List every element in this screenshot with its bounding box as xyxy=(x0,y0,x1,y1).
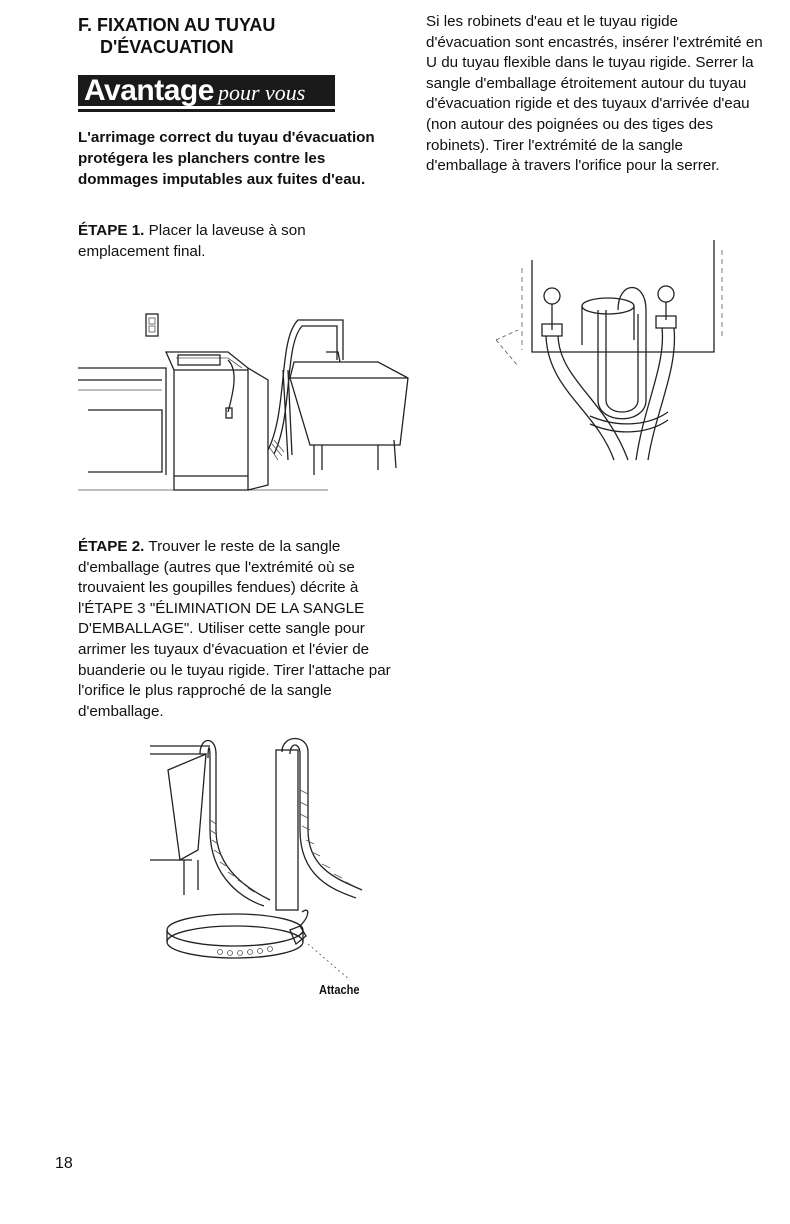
step1-label: ÉTAPE 1. xyxy=(78,222,145,239)
page-number: 18 xyxy=(55,1155,73,1172)
strap-and-tie-illustration xyxy=(150,730,390,985)
step2-paragraph xyxy=(78,537,408,722)
section-title xyxy=(78,14,275,58)
step1-paragraph xyxy=(78,221,398,262)
section-title-line2: D'ÉVACUATION xyxy=(100,37,234,57)
advantage-badge-box xyxy=(78,75,335,106)
lead-paragraph: L'arrimage correct du tuyau d'évacuation protégera les planchers contre les dommages imputables aux fuites d'eau. xyxy=(78,129,375,188)
advantage-badge xyxy=(78,75,335,113)
right-column-paragraph: Si les robinets d'eau et le tuyau rigide d'évacuation sont encastrés, insérer l'extrémité en U du tuyau flexible dans le tuyau rigide. Serrer la sangle d'emballage étroitement autour du tuyau d'évacuation rigide et des tuyaux d'arrivée d'eau (non autour des poignées ou des tiges des robinets). Tirer l'extrémité de la sangle d'emballage à travers l'orifice pour la serrer. xyxy=(426,13,763,175)
advantage-badge-script: pour vous xyxy=(217,80,306,105)
advantage-badge-underline xyxy=(78,109,335,112)
recessed-faucets-illustration xyxy=(478,240,738,465)
step2-label: ÉTAPE 2. xyxy=(78,538,145,555)
step1-text: Placer la laveuse à son emplacement final. xyxy=(78,222,306,260)
tie-callout-label: Attache xyxy=(319,982,360,997)
advantage-badge-main: Avantage xyxy=(84,74,214,107)
washer-laundry-tub-illustration xyxy=(78,300,418,505)
step2-text: Trouver le reste de la sangle d'emballage (autres que l'extrémité où se trouvaient les goupilles fendues) décrite à l'ÉTAPE 3 "ÉLIMINATION DE LA SANGLE D'EMBALLAGE". Utiliser cette sangle pour arrimer les tuyaux d'évacuation et l'évier de buanderie ou le tuyau rigide. Tirer l'attache par l'orifice le plus rapproché de la sangle d'emballage. xyxy=(78,538,391,720)
section-title-line1: F. FIXATION AU TUYAU xyxy=(78,15,276,35)
